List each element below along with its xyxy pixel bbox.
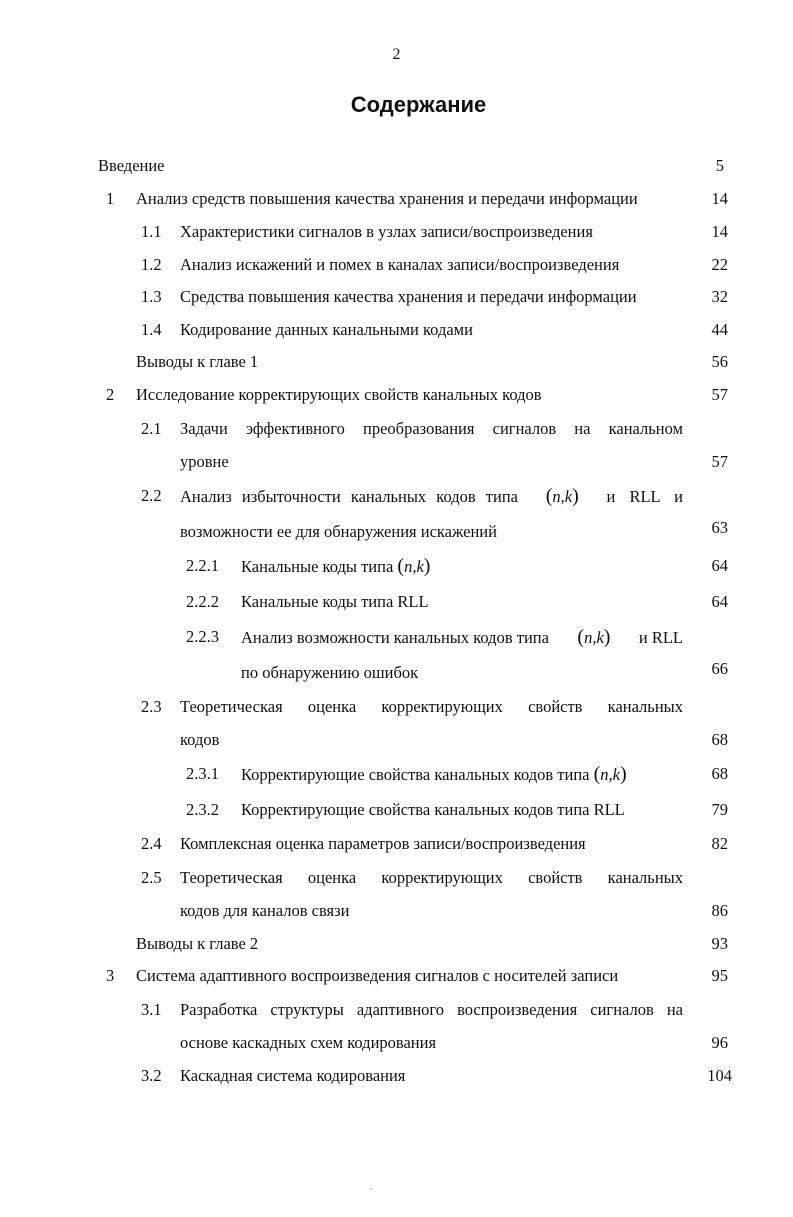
toc-concl2-label: Выводы к главе 2 [136,934,259,953]
toc-s2-2-3-label-line1 [241,627,683,648]
toc-s1-3-number: 1.3 [141,287,162,306]
toc-s2-4-number: 2.4 [141,834,162,853]
toc-ch3-label: Система адаптивного воспроизведения сигналов с носителей записи [136,966,619,985]
toc-s2-2-3-label-part-a: Анализ возможности канальных кодов типа [241,628,549,647]
toc-s3-1-label-line1: Разработка структуры адаптивного воспроизведения сигналов на [180,1000,683,1019]
toc-s2-2-2-page: 64 [711,592,728,611]
toc-s2-2-1-number: 2.2.1 [186,556,219,575]
math-nk: (n,k) [593,763,627,785]
toc-s2-2-label-line1 [180,486,683,507]
toc-s1-4-number: 1.4 [141,320,162,339]
toc-s2-3-page: 68 [711,730,728,749]
math-nk: (n,k) [577,626,611,648]
toc-s3-1-number: 3.1 [141,1000,162,1019]
math-nk-text: n,k [552,487,573,506]
toc-s3-1-page: 96 [711,1033,728,1052]
toc-s1-2-number: 1.2 [141,255,162,274]
toc-s2-3-label-line2: кодов [180,730,220,749]
math-nk-text: n,k [584,628,604,647]
toc-s2-1-page: 57 [711,452,728,471]
toc-s2-5-page: 86 [711,901,728,920]
toc-s2-5-number: 2.5 [141,868,162,887]
toc-s2-3-number: 2.3 [141,697,162,716]
toc-concl1-label: Выводы к главе 1 [136,352,259,371]
toc-s2-2-label-part-b: и RLL и [606,487,683,506]
page-title: Содержание [350,92,487,117]
toc-s2-5-label-line2: кодов для каналов связи [180,901,350,920]
toc-s2-2-3-number: 2.2.3 [186,627,219,646]
toc-s2-3-2-page: 79 [711,800,728,819]
toc-s3-2-page: 104 [707,1066,732,1085]
toc-s1-1-label: Характеристики сигналов в узлах записи/воспроизведения [180,222,593,241]
toc-ch1-number: 1 [106,189,115,208]
toc-s2-2-number: 2.2 [141,486,162,505]
toc-s2-2-2-label: Канальные коды типа RLL [241,592,429,611]
toc-ch2-number: 2 [106,385,115,404]
toc-s2-2-3-label-part-b: и RLL [638,628,683,647]
toc-s2-3-1-page: 68 [711,764,728,783]
toc-s2-4-label: Комплексная оценка параметров записи/воспроизведения [180,834,586,853]
toc-s2-1-label-line2: уровне [180,452,229,471]
scan-speck [370,1188,372,1190]
page-number: 2 [392,46,401,63]
toc-s2-1-number: 2.1 [141,419,162,438]
toc-ch3-number: 3 [106,966,115,985]
toc-s1-2-label: Анализ искажений и помех в каналах записи/воспроизведения [180,255,620,274]
toc-s2-2-1-label [241,556,430,577]
toc-ch1-label: Анализ средств повышения качества хранения и передачи информации [136,189,638,208]
toc-s3-2-label: Каскадная система кодирования [180,1066,406,1085]
toc-s2-2-1-label-text: Канальные коды типа [241,557,394,576]
toc-concl1-page: 56 [711,352,728,371]
toc-s2-5-label-line1: Теоретическая оценка корректирующих свойств канальных [180,868,683,887]
toc-s2-2-page: 63 [711,518,728,537]
toc-concl2-page: 93 [711,934,728,953]
toc-s3-1-label-line2: основе каскадных схем кодирования [180,1033,437,1052]
toc-s1-4-label: Кодирование данных канальными кодами [180,320,473,339]
toc-ch1-page: 14 [711,189,728,208]
toc-s1-1-page: 14 [711,222,728,241]
toc-s1-2-page: 22 [711,255,728,274]
toc-s1-3-page: 32 [711,287,728,306]
math-nk-text: n,k [404,557,424,576]
toc-s1-1-number: 1.1 [141,222,162,241]
toc-s2-3-label-line1: Теоретическая оценка корректирующих свойств канальных [180,697,683,716]
toc-s2-1-label-line1: Задачи эффективного преобразования сигналов на канальном [180,419,683,438]
toc-intro-label: Введение [98,156,165,175]
math-nk: (n,k) [397,555,431,577]
toc-s2-2-2-number: 2.2.2 [186,592,219,611]
toc-ch2-label: Исследование корректирующих свойств канальных кодов [136,385,542,404]
toc-s2-2-label-part-a: Анализ избыточности канальных кодов типа [180,487,518,506]
toc-s2-2-1-page: 64 [711,556,728,575]
toc-s2-3-1-number: 2.3.1 [186,764,219,783]
toc-s2-3-2-number: 2.3.2 [186,800,219,819]
toc-s3-2-number: 3.2 [141,1066,162,1085]
toc-intro-page: 5 [715,156,724,175]
toc-s1-4-page: 44 [711,320,728,339]
toc-s2-2-label-line2: возможности ее для обнаружения искажений [180,522,497,541]
math-nk: (n,k) [545,485,579,507]
toc-s1-3-label: Средства повышения качества хранения и передачи информации [180,287,637,306]
toc-ch3-page: 95 [711,966,728,985]
toc-ch2-page: 57 [711,385,728,404]
toc-s2-3-2-label: Корректирующие свойства канальных кодов типа RLL [241,800,625,819]
toc-s2-4-page: 82 [711,834,728,853]
toc-s2-3-1-label [241,764,627,785]
math-nk-text: n,k [600,765,620,784]
toc-s2-3-1-label-text: Корректирующие свойства канальных кодов типа [241,765,590,784]
toc-s2-2-3-page: 66 [711,659,728,678]
toc-s2-2-3-label-line2: по обнаружению ошибок [241,663,419,682]
